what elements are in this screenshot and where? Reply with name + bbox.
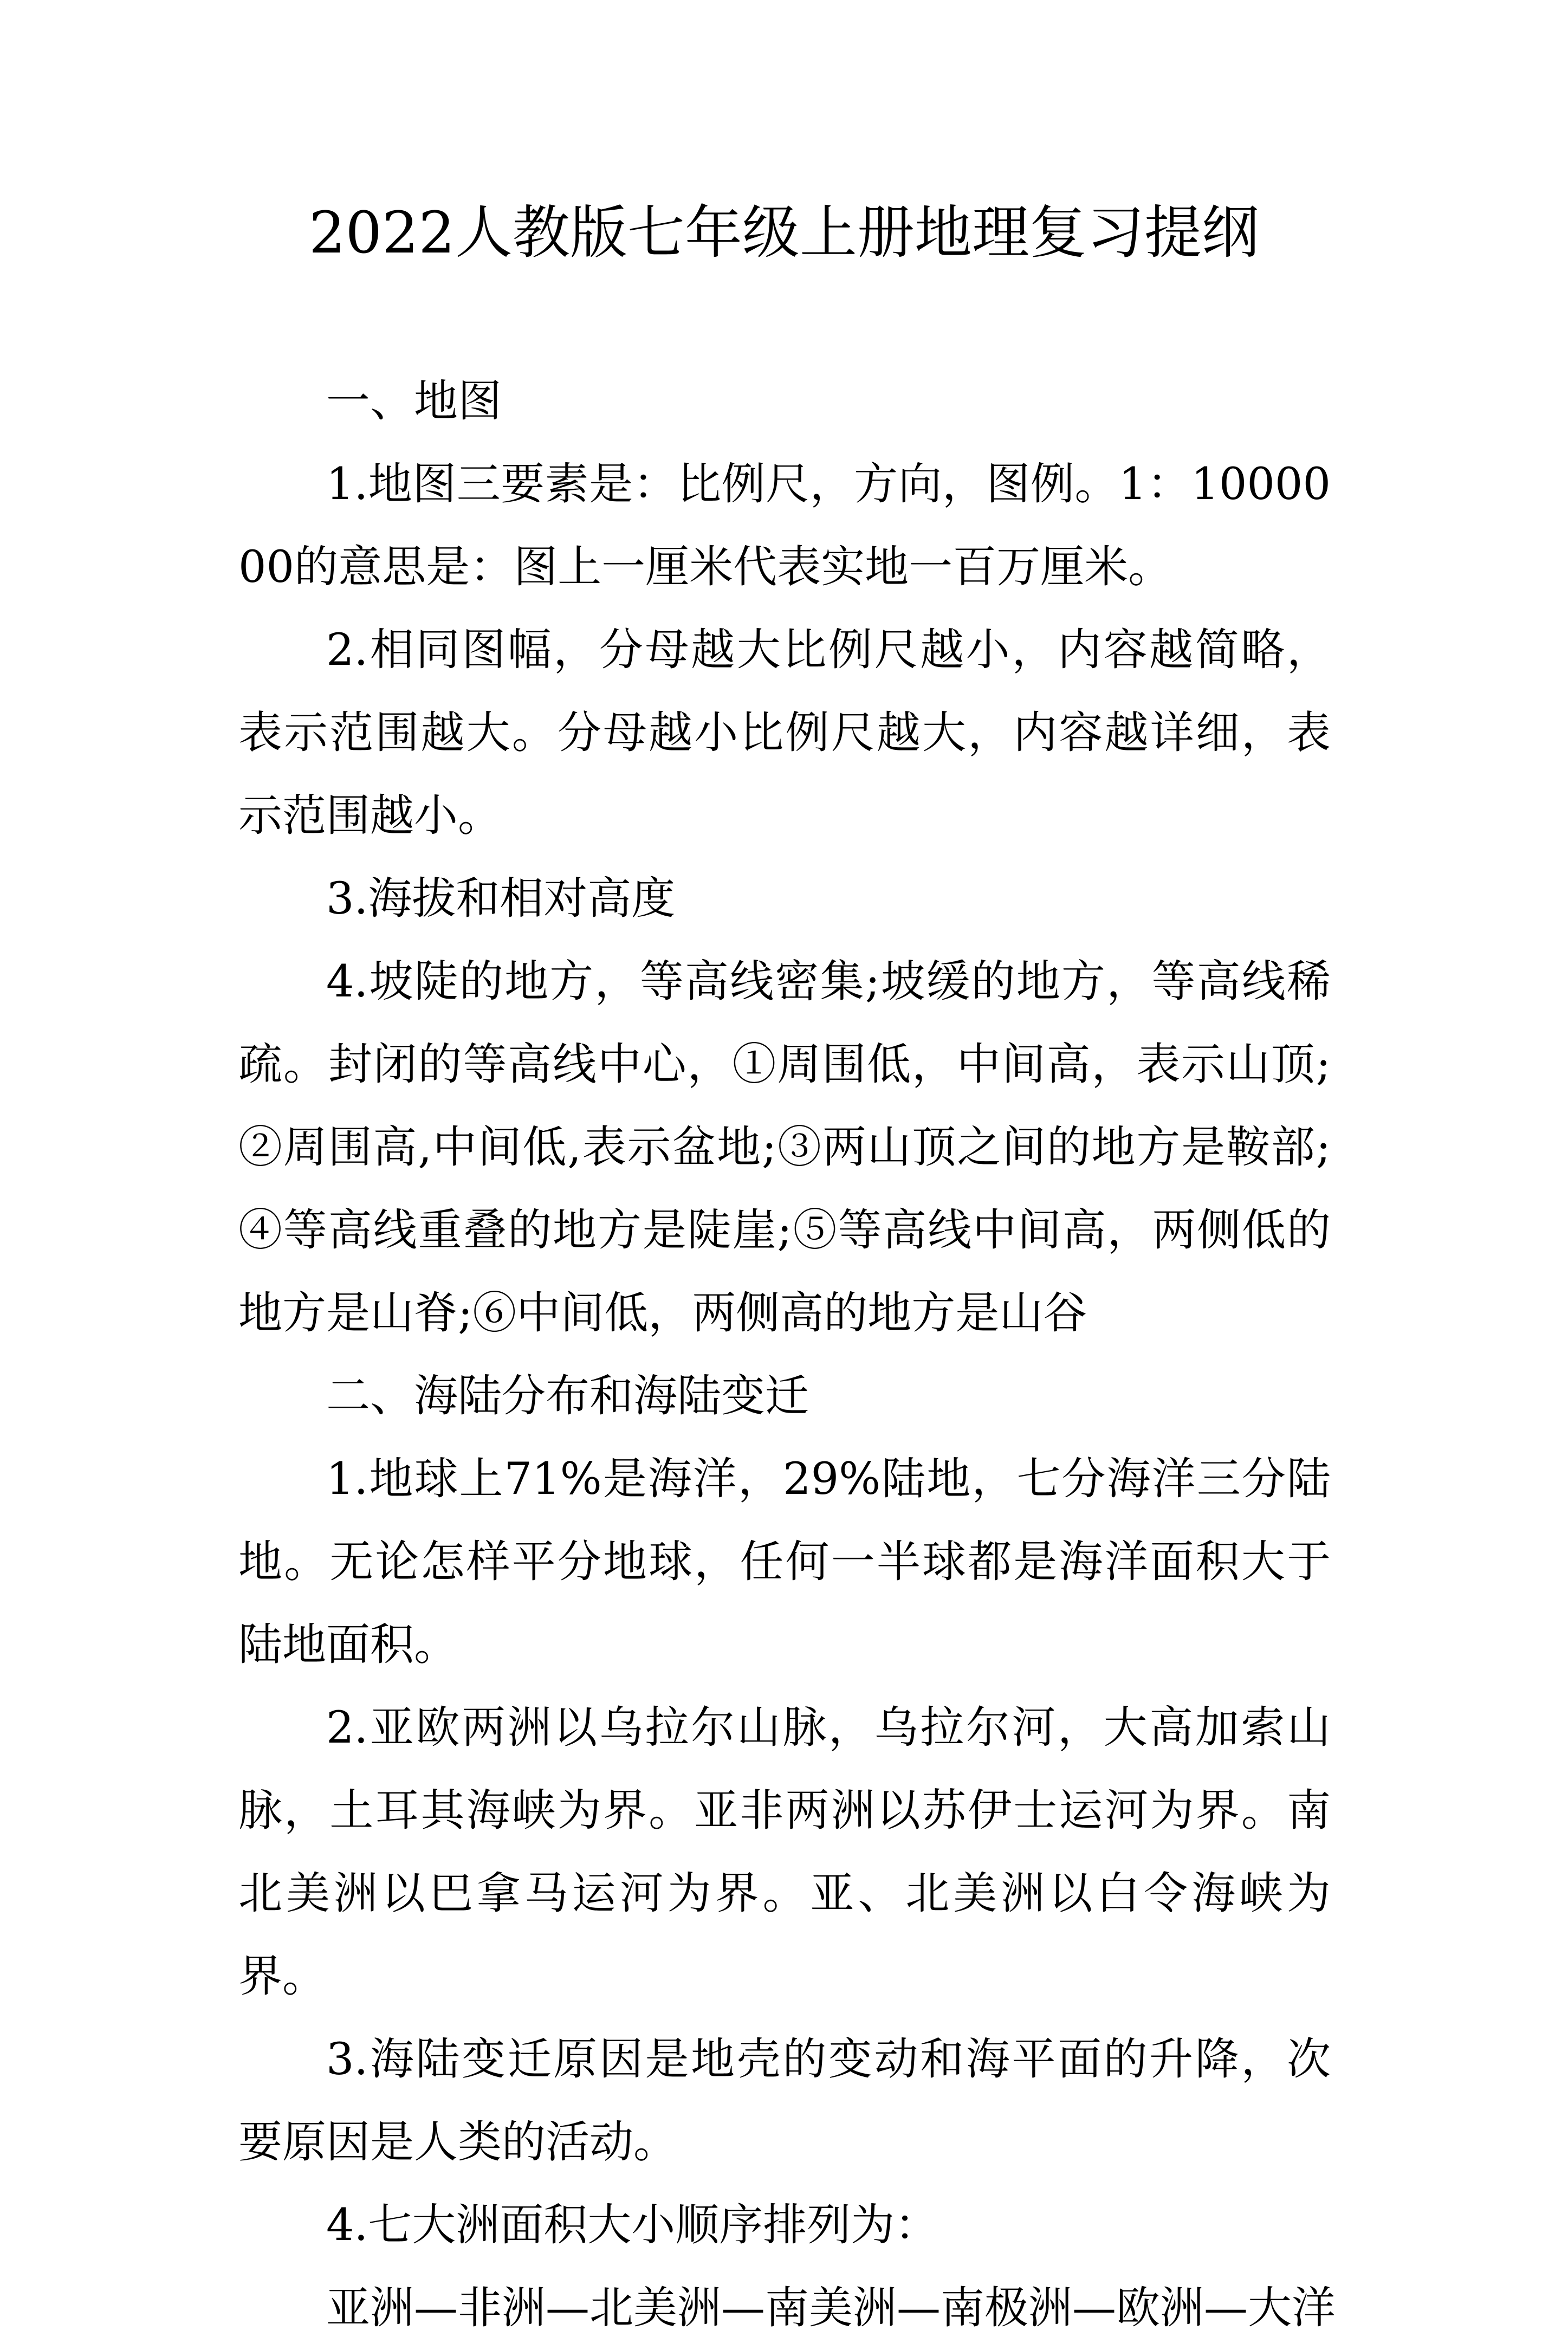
paragraph-continent-order: 亚洲—非洲—北美洲—南美洲—南极洲—欧洲—大洋 [326, 2283, 1336, 2334]
document-title: 2022人教版七年级上册地理复习提纲 [309, 199, 1259, 266]
section-heading-land-sea: 二、海陆分布和海陆变迁 [326, 1371, 809, 1422]
paragraph-continent-order-intro: 4.七大洲面积大小顺序排列为： [326, 2200, 939, 2251]
paragraph-altitude: 3.海拔和相对高度 [326, 873, 676, 924]
document-body [238, 360, 1336, 2350]
paragraph-land-sea-change: 3.海陆变迁原因是地壳的变动和海平面的升降，次要原因是人类的活动。 [238, 2034, 1331, 2168]
paragraph-map-elements: 1.地图三要素是：比例尺，方向，图例。1：1000000的意思是：图上一厘米代表实地一百万厘米。 [238, 459, 1331, 593]
paragraph-ocean-land-ratio: 1.地球上71%是海洋，29%陆地，七分海洋三分陆地。无论怎样平分地球，任何一半球都是海洋面积大于陆地面积。 [238, 1454, 1331, 1671]
paragraph-continent-boundaries: 2.亚欧两洲以乌拉尔山脉，乌拉尔河，大高加索山脉，土耳其海峡为界。亚非两洲以苏伊士运河为界。南北美洲以巴拿马运河为界。亚、北美洲以白令海峡为界。 [238, 1702, 1331, 2002]
section-heading-map: 一、地图 [326, 376, 502, 427]
paragraph-contour-lines: 4.坡陡的地方，等高线密集;坡缓的地方，等高线稀疏。封闭的等高线中心，①周围低，中间高，表示山顶;②周围高,中间低,表示盆地;③两山顶之间的地方是鞍部;④等高线重叠的地方是陡崖;⑤等高线中间高，两侧低的地方是山脊;⑥中间低，两侧高的地方是山谷 [238, 956, 1331, 1339]
paragraph-map-scale: 2.相同图幅，分母越大比例尺越小，内容越简略，表示范围越大。分母越小比例尺越大，内容越详细，表示范围越小。 [238, 625, 1331, 841]
